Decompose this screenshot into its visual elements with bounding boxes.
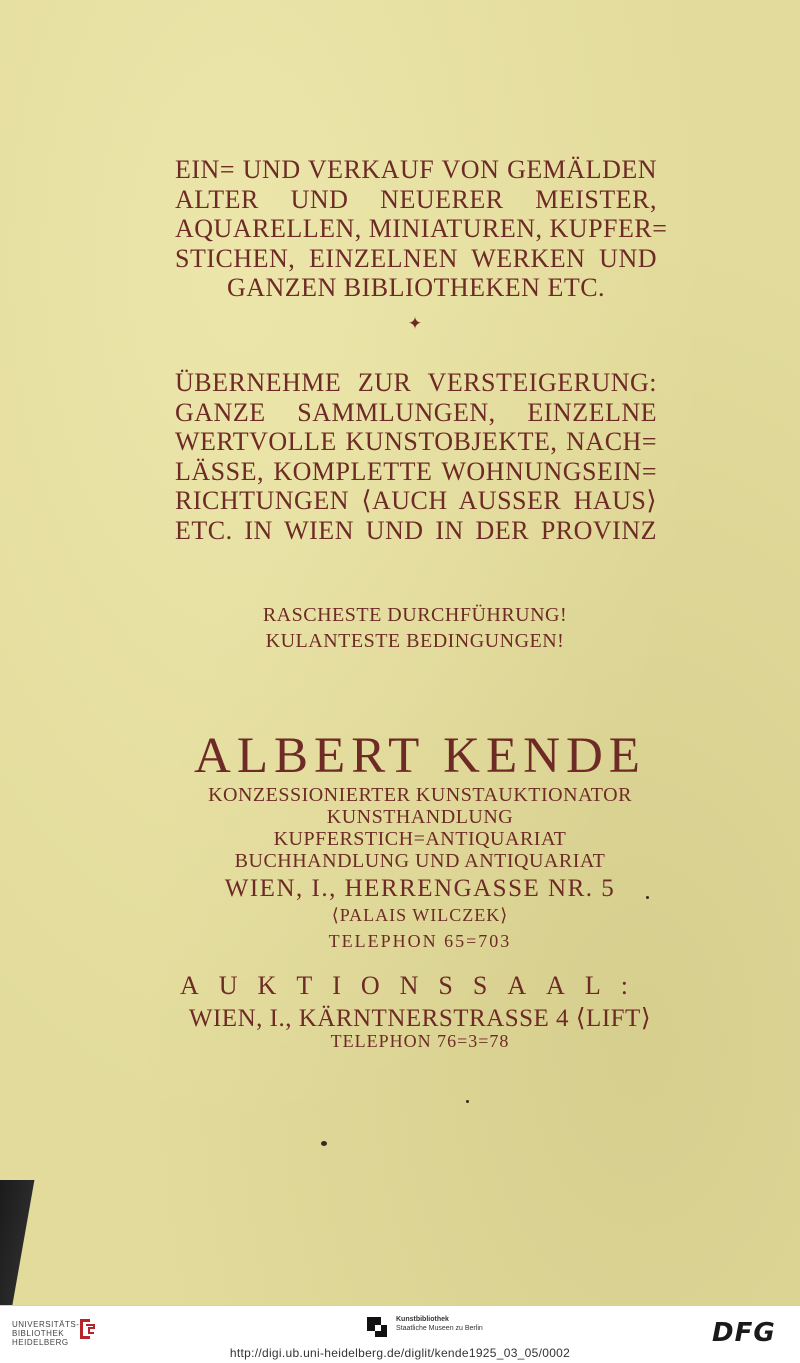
viewer-footer: [0, 1305, 800, 1363]
auction-hall-heading: AUKTIONSSAAL:: [180, 971, 648, 1000]
text-line: GANZEN BIBLIOTHEKEN ETC.: [226, 273, 606, 302]
paper-speck: [321, 1141, 327, 1146]
kunstbibliothek-logo[interactable]: [396, 1315, 483, 1333]
logo-text-line: BIBLIOTHEK: [12, 1329, 65, 1338]
text-line: WERTVOLLE KUNSTOBJEKTE, NACH=: [175, 427, 657, 456]
conditions-paragraph: [215, 602, 615, 654]
telephone-auction-hall: TELEPHON 76=3=78: [330, 1031, 510, 1051]
university-library-logo[interactable]: [12, 1320, 79, 1347]
auction-paragraph: [175, 368, 657, 545]
text-line: EIN= UND VERKAUF VON GEMÄLDEN: [175, 155, 657, 184]
auction-hall-address: WIEN, I., KÄRNTNERSTRASSE 4 ⟨LIFT⟩: [188, 1005, 652, 1032]
page-url[interactable]: http://digi.ub.uni-heidelberg.de/diglit/kende1925_03_05/0002: [229, 1346, 571, 1360]
text-line: RICHTUNGEN ⟨AUCH AUSSER HAUS⟩: [175, 486, 657, 515]
logo-text-line: HEIDELBERG: [12, 1338, 69, 1347]
business-description: [170, 784, 670, 872]
dfg-logo[interactable]: DFG: [712, 1318, 776, 1348]
text-line: KUPFERSTICH=ANTIQUARIAT: [273, 828, 567, 850]
text-line: ÜBERNEHME ZUR VERSTEIGERUNG:: [175, 368, 657, 397]
university-library-icon: [78, 1316, 96, 1342]
palais-name: ⟨PALAIS WILCZEK⟩: [331, 905, 509, 925]
logo-text-line: UNIVERSITÄTS-: [12, 1320, 80, 1329]
text-line: STICHEN, EINZELNEN WERKEN UND: [175, 243, 657, 273]
text-line: KONZESSIONIERTER KUNSTAUKTIONATOR: [208, 784, 632, 806]
text-line: ALTER UND NEUERER MEISTER,: [175, 184, 657, 214]
text-line: RASCHESTE DURCHFÜHRUNG!: [262, 604, 568, 626]
text-line: ETC. IN WIEN UND IN DER PROVINZ: [175, 515, 657, 545]
text-line: GANZE SAMMLUNGEN, EINZELNE: [175, 397, 657, 427]
ornament-icon: ✦: [407, 314, 423, 333]
telephone-main: TELEPHON 65=703: [328, 931, 512, 951]
paper-speck: [466, 1100, 469, 1103]
main-address: WIEN, I., HERRENGASSE NR. 5: [224, 875, 616, 902]
page-edge-shadow: [0, 1180, 40, 1305]
kunstbibliothek-icon: [366, 1316, 388, 1338]
company-name: ALBERT KENDE: [194, 728, 646, 784]
services-paragraph: [175, 155, 668, 303]
logo-title: Kunstbibliothek: [396, 1316, 449, 1323]
text-line: KUNSTHANDLUNG: [326, 806, 514, 828]
text-line: LÄSSE, KOMPLETTE WOHNUNGSEIN=: [175, 456, 657, 486]
text-line: AQUARELLEN, MINIATUREN, KUPFER=: [175, 214, 668, 243]
text-line: BUCHHANDLUNG UND ANTIQUARIAT: [234, 850, 606, 872]
text-line: KULANTESTE BEDINGUNGEN!: [265, 630, 565, 652]
logo-subtitle: Staatliche Museen zu Berlin: [396, 1325, 483, 1332]
paper-speck: [646, 896, 649, 899]
